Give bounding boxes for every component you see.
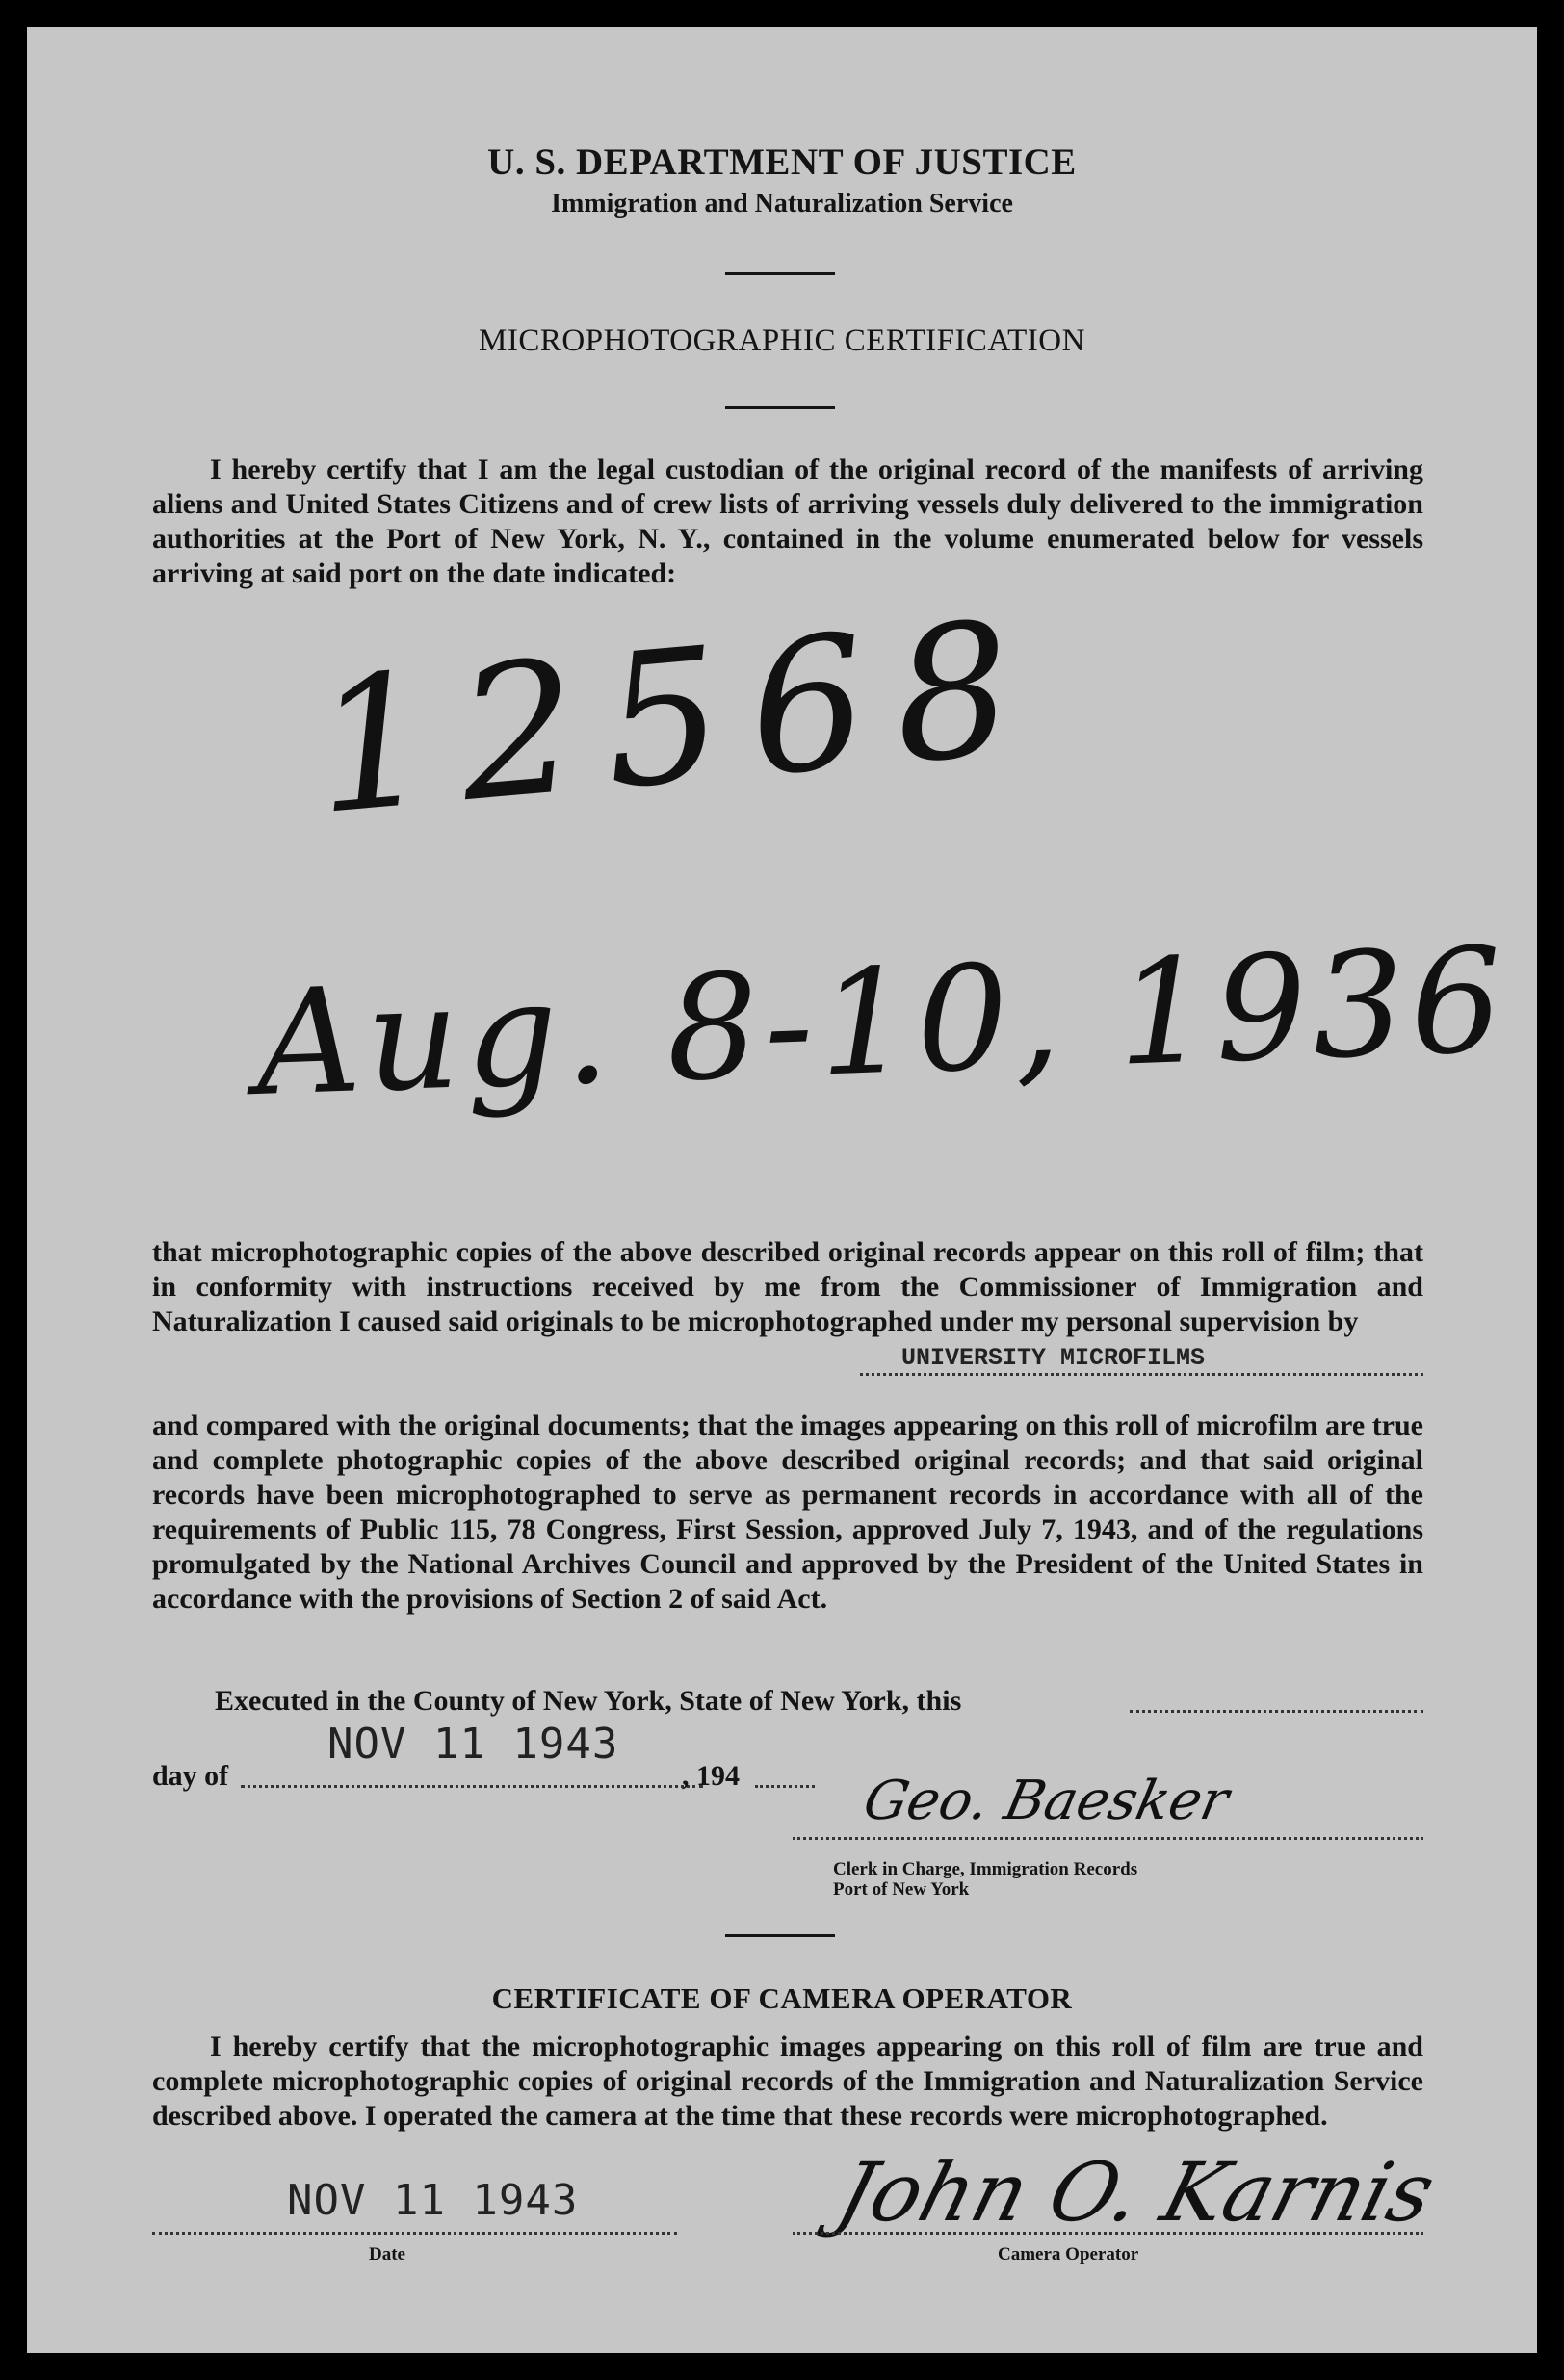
supervisor-name: UNIVERSITY MICROFILMS	[901, 1344, 1206, 1372]
divider	[725, 1934, 835, 1937]
clerk-office: Port of New York	[833, 1879, 970, 1900]
date-label: Date	[369, 2244, 405, 2264]
intro-paragraph: I hereby certify that I am the legal custodian of the original record of the manifests of arriving aliens and United States Citizens and of crew lists of arriving vessels duly delivered to the immigration authorities at the Port of New York, N. Y., contained in the volume enumerated below for vessels arriving at said port on the date indicated:	[152, 453, 1423, 589]
handwritten-volume-number: 12568	[306, 580, 1049, 856]
executed-day-line	[1130, 1710, 1423, 1713]
executed-text: Executed in the County of New York, State of New York, this	[215, 1685, 962, 1717]
service-subheading: Immigration and Naturalization Service	[551, 189, 1013, 219]
operator-signature-line	[793, 2232, 1423, 2235]
clerk-signature-line	[793, 1837, 1423, 1840]
day-of-label: day of	[152, 1760, 229, 1792]
department-heading: U. S. DEPARTMENT OF JUSTICE	[487, 142, 1077, 183]
execution-date-stamp: NOV 11 1943	[327, 1720, 619, 1769]
year-line	[755, 1785, 815, 1788]
camera-operator-paragraph: I hereby certify that the microphotographic images appearing on this roll of film are true and complete microphotographic copies of original records of the Immigration and Naturalization Service described above. I operated the camera at the time that these records were microphotographed.	[152, 2031, 1423, 2132]
month-line	[241, 1785, 703, 1788]
clerk-title: Clerk in Charge, Immigration Records	[833, 1859, 1138, 1879]
certificate-page	[27, 27, 1537, 2353]
certification-title: MICROPHOTOGRAPHIC CERTIFICATION	[479, 323, 1085, 358]
camera-operator-title: CERTIFICATE OF CAMERA OPERATOR	[491, 1981, 1073, 2015]
handwritten-dates: Aug. 8-10, 1936	[253, 917, 1511, 1128]
operator-label: Camera Operator	[998, 2244, 1139, 2264]
divider	[725, 406, 835, 409]
body-paragraph-start: that microphotographic copies of the above described original records appear on this roll of film; that in conformity with instructions received by me from the Commissioner of Immigration and Naturalization I caused said originals to be microphotographed under my personal supervision by	[152, 1236, 1423, 1337]
operator-signature: John O. Karnis	[827, 2145, 1445, 2239]
year-prefix: , 194	[682, 1760, 740, 1792]
body-paragraph-rest: and compared with the original documents; that the images appearing on this roll of microfilm are true and complete photographic copies of the above described original records; and that said original records have been microphotographed to serve as permanent records in accordance with all of the requirements of Public 115, 78 Congress, First Session, approved July 7, 1943, and of the regulations promulgated by the National Archives Council and approved by the President of the United States in accordance with the provisions of Section 2 of said Act.	[152, 1410, 1423, 1615]
clerk-signature: Geo. Baesker	[858, 1770, 1235, 1832]
camera-date-stamp: NOV 11 1943	[287, 2176, 579, 2225]
date-line	[152, 2232, 677, 2235]
divider	[725, 272, 835, 275]
supervisor-line	[860, 1373, 1423, 1376]
